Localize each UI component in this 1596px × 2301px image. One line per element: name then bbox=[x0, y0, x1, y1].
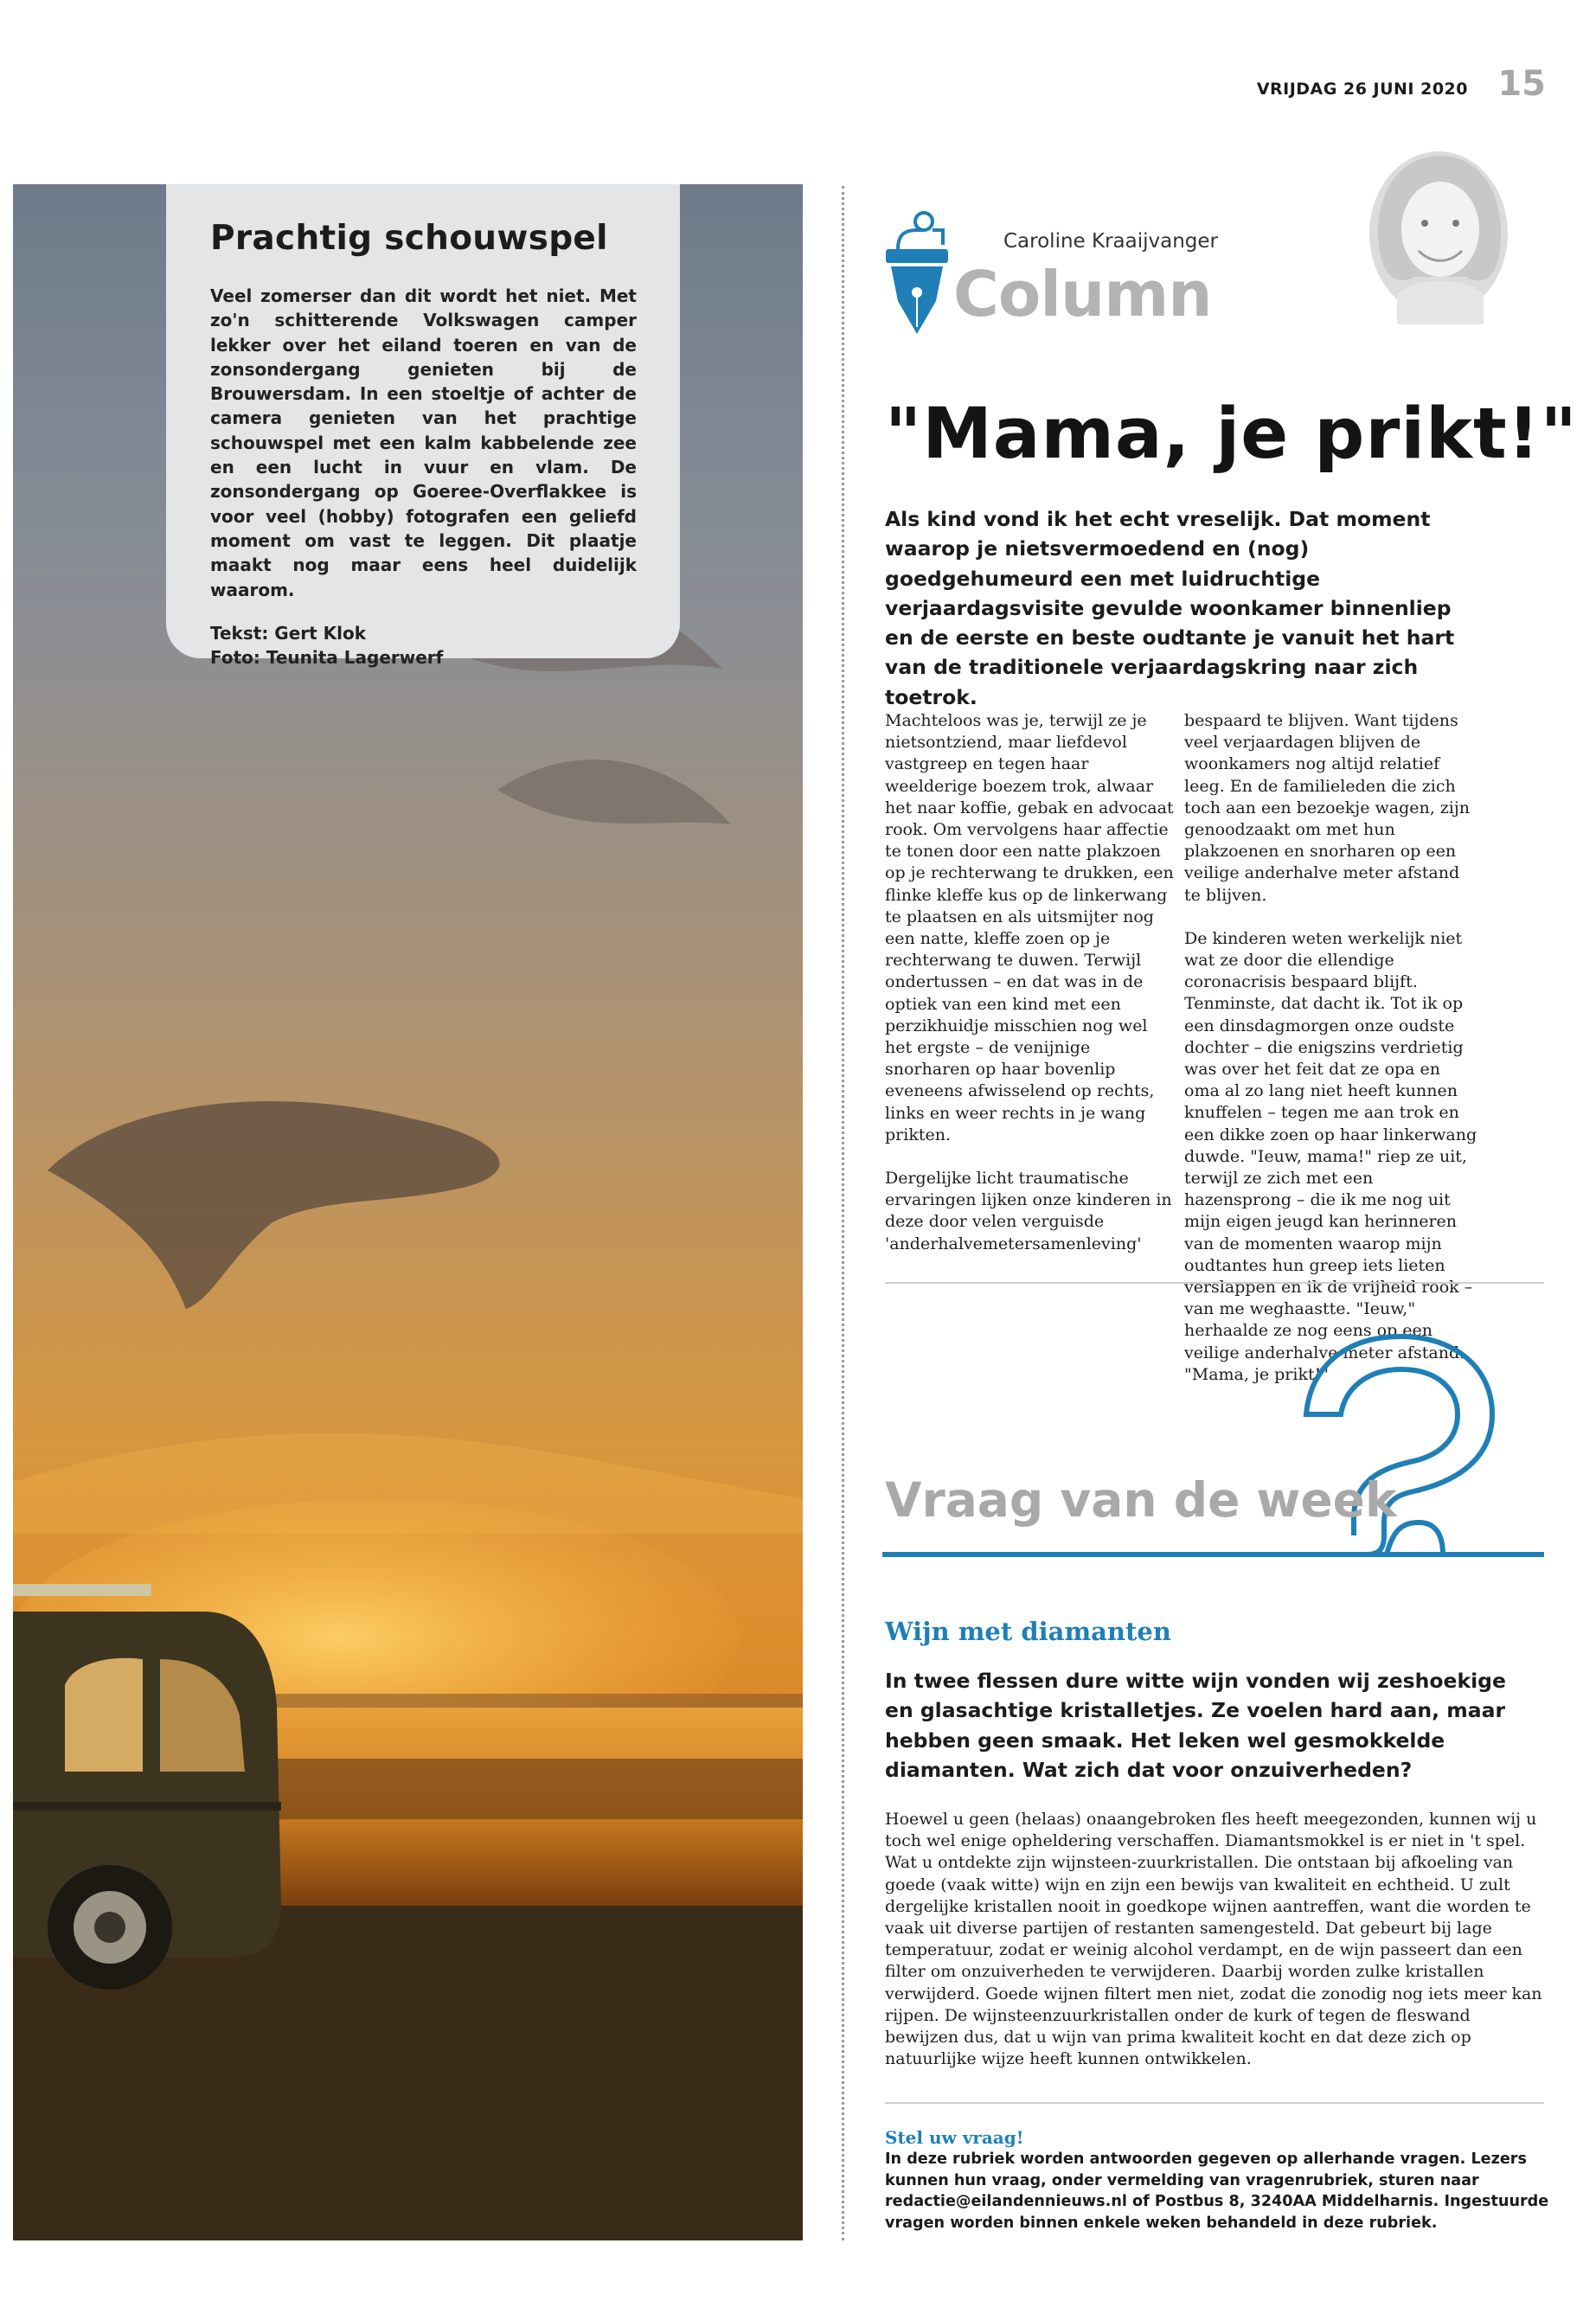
credit-photo: Foto: Teunita Lagerwerf bbox=[210, 646, 444, 668]
vw-camper bbox=[13, 1584, 281, 1990]
column-intro: Als kind vond ik het echt vreselijk. Dat moment waarop je nietsvermoedend en (nog) goedgehumeurd een met luidruchtige verjaardagsvisite gevulde woonkamer binnenliep en de eerste en beste oudtante je vanuit het hart van de traditionele verjaardagskring naar zich toetrok. bbox=[885, 507, 1455, 709]
column-body-right bbox=[1184, 710, 1478, 1407]
column-label: Column bbox=[953, 258, 1212, 330]
column-paragraph: bespaard te blijven. Want tijdens veel verjaardagen blijven de woonkamers nog altijd relatief leeg. En de familieleden die zich toch aan een bezoekje wagen, zijn genoodzaakt om met hun plakzoenen en snorharen op een veilige anderhalve meter afstand te blijven. bbox=[1184, 711, 1471, 905]
credit-text: Tekst: Gert Klok bbox=[210, 622, 367, 644]
column-paragraph: Machteloos was je, terwijl ze je nietsontziend, maar liefdevol vastgreep en tegen haar weelderige boezem trok, alwaar het naar koffie, gebak en advocaat rook. Om vervolgens haar affectie te tonen door een natte plakzoen op je rechterwang te drukken, een flinke kleffe kus op de linkerwang te plaatsen en als uitsmijter nog een natte, kleffe zoen op je rechterwang te duwen. Terwijl ondertussen – en dat was in de optiek van een kind met een perzikhuidje misschien nog wel het ergste – de venijnige snorharen op haar bovenlip eveneens afwisselend op rechts, links en weer rechts in je wang prikten. bbox=[885, 711, 1174, 1144]
footer-divider bbox=[885, 2102, 1544, 2104]
column-divider bbox=[842, 186, 844, 2240]
column-headline: "Mama, je prikt!" bbox=[885, 394, 1578, 475]
column-body-left bbox=[885, 710, 1179, 1277]
page-number: 15 bbox=[1497, 64, 1546, 104]
photo-credits bbox=[210, 621, 637, 670]
photo-caption-title: Prachtig schouwspel bbox=[210, 219, 608, 258]
section-divider bbox=[885, 1282, 1544, 1284]
column-author: Caroline Kraaijvanger bbox=[1003, 230, 1218, 253]
question-answer: Hoewel u geen (helaas) onaangebroken fles heeft meegezonden, kunnen wij u toch wel enige opheldering verschaffen. Diamantsmokkel is er niet in 't spel. Wat u ontdekte zijn wijnsteen-zuurkristallen. Die ontstaan bij afkoeling van goede (vaak witte) wijn en zijn een bewijs van kwaliteit en echtheid. U zult dergelijke kristallen nooit in goedkope wijnen aantreffen, want die worden te vaak uit diverse partijen of restanten samengesteld. Dat gebeurt bij lage temperatuur, zodat er weinig alcohol verdampt, en de wijn passeert dan een filter om onzuiverheden te verwijderen. Daarbij worden zulke kristallen verwijderd. Goede wijnen filtert men niet, zodat die zonodig nog iets meer kan rijpen. De wijnsteenzuurkristallen onder de kurk of tegen de fleswand bewijzen dus, dat u wijn van prima kwaliteit kocht en dat deze zich op natuurlijke wijze heeft kunnen ontwikkelen. bbox=[885, 1810, 1542, 2069]
footer-text: In deze rubriek worden antwoorden gegeven op allerhande vragen. Lezers kunnen hun vraag, onder vermelding van vragenrubriek, sturen naar redactie@eilandennieuws.nl of Postbus 8, 3240AA Middelharnis. Ingestuurde vragen worden binnen enkele weken behandeld in deze rubriek. bbox=[885, 2150, 1549, 2232]
column-paragraph: De kinderen weten werkelijk niet wat ze door die ellendige coronacrisis bespaard blijft. Tenminste, dat dacht ik. Tot ik op een dinsdagmorgen onze oudste dochter – die enigszins verdrietig was over het feit dat ze opa en oma al zo lang niet heeft kunnen knuffelen – tegen me aan trok en een dikke zoen op haar linkerwang duwde. "Ieuw, mama!" riep ze uit, terwijl ze zich met een hazensprong – die ik me nog uit mijn eigen jeugd kan herinneren van de momenten waarop mijn oudtantes hun greep iets lieten verslappen en ik de vrijheid rook – van me weghaastte. "Ieuw," herhaalde ze nog eens op een veilige anderhalve meter afstand. "Mama, je prikt!" bbox=[1184, 928, 1477, 1384]
question-section-title: Vraag van de week bbox=[885, 1472, 1397, 1528]
photo-caption-box bbox=[166, 184, 680, 668]
issue-date: VRIJDAG 26 JUNI 2020 bbox=[1256, 80, 1468, 99]
column-paragraph: Dergelijke licht traumatische ervaringen lijken onze kinderen in deze door velen verguisde 'anderhalvemetersamenleving' bbox=[885, 1169, 1172, 1253]
footer-title: Stel uw vraag! bbox=[885, 2127, 1024, 2148]
question-lead: In twee flessen dure witte wijn vonden wij zeshoekige en glasachtige kristalletjes. Ze voelen hard aan, maar hebben geen smaak. Het leken wel gesmokkelde diamanten. Wat zich dat voor onzuiverheden? bbox=[885, 1669, 1506, 1782]
photo-caption-text: Veel zomerser dan dit wordt het niet. Met zo'n schitterende Volkswagen camper lekker over het eiland toeren en van de zonsondergang genieten bij de Brouwersdam. In een stoeltje of achter de camera genieten van het prachtige schouwspel met een kalm kabbelende zee en een lucht in vuur en vlam. De zonsondergang op Goeree-Overflakkee is voor veel (hobby) fotografen een geliefd moment om vast te leggen. Dit plaatje maakt nog maar eens heel duidelijk waarom. bbox=[210, 285, 637, 600]
dark-cloud bbox=[48, 1101, 500, 1309]
fountain-pen-icon bbox=[882, 206, 952, 336]
author-portrait bbox=[1362, 147, 1514, 324]
question-subtitle: Wijn met diamanten bbox=[885, 1617, 1171, 1646]
